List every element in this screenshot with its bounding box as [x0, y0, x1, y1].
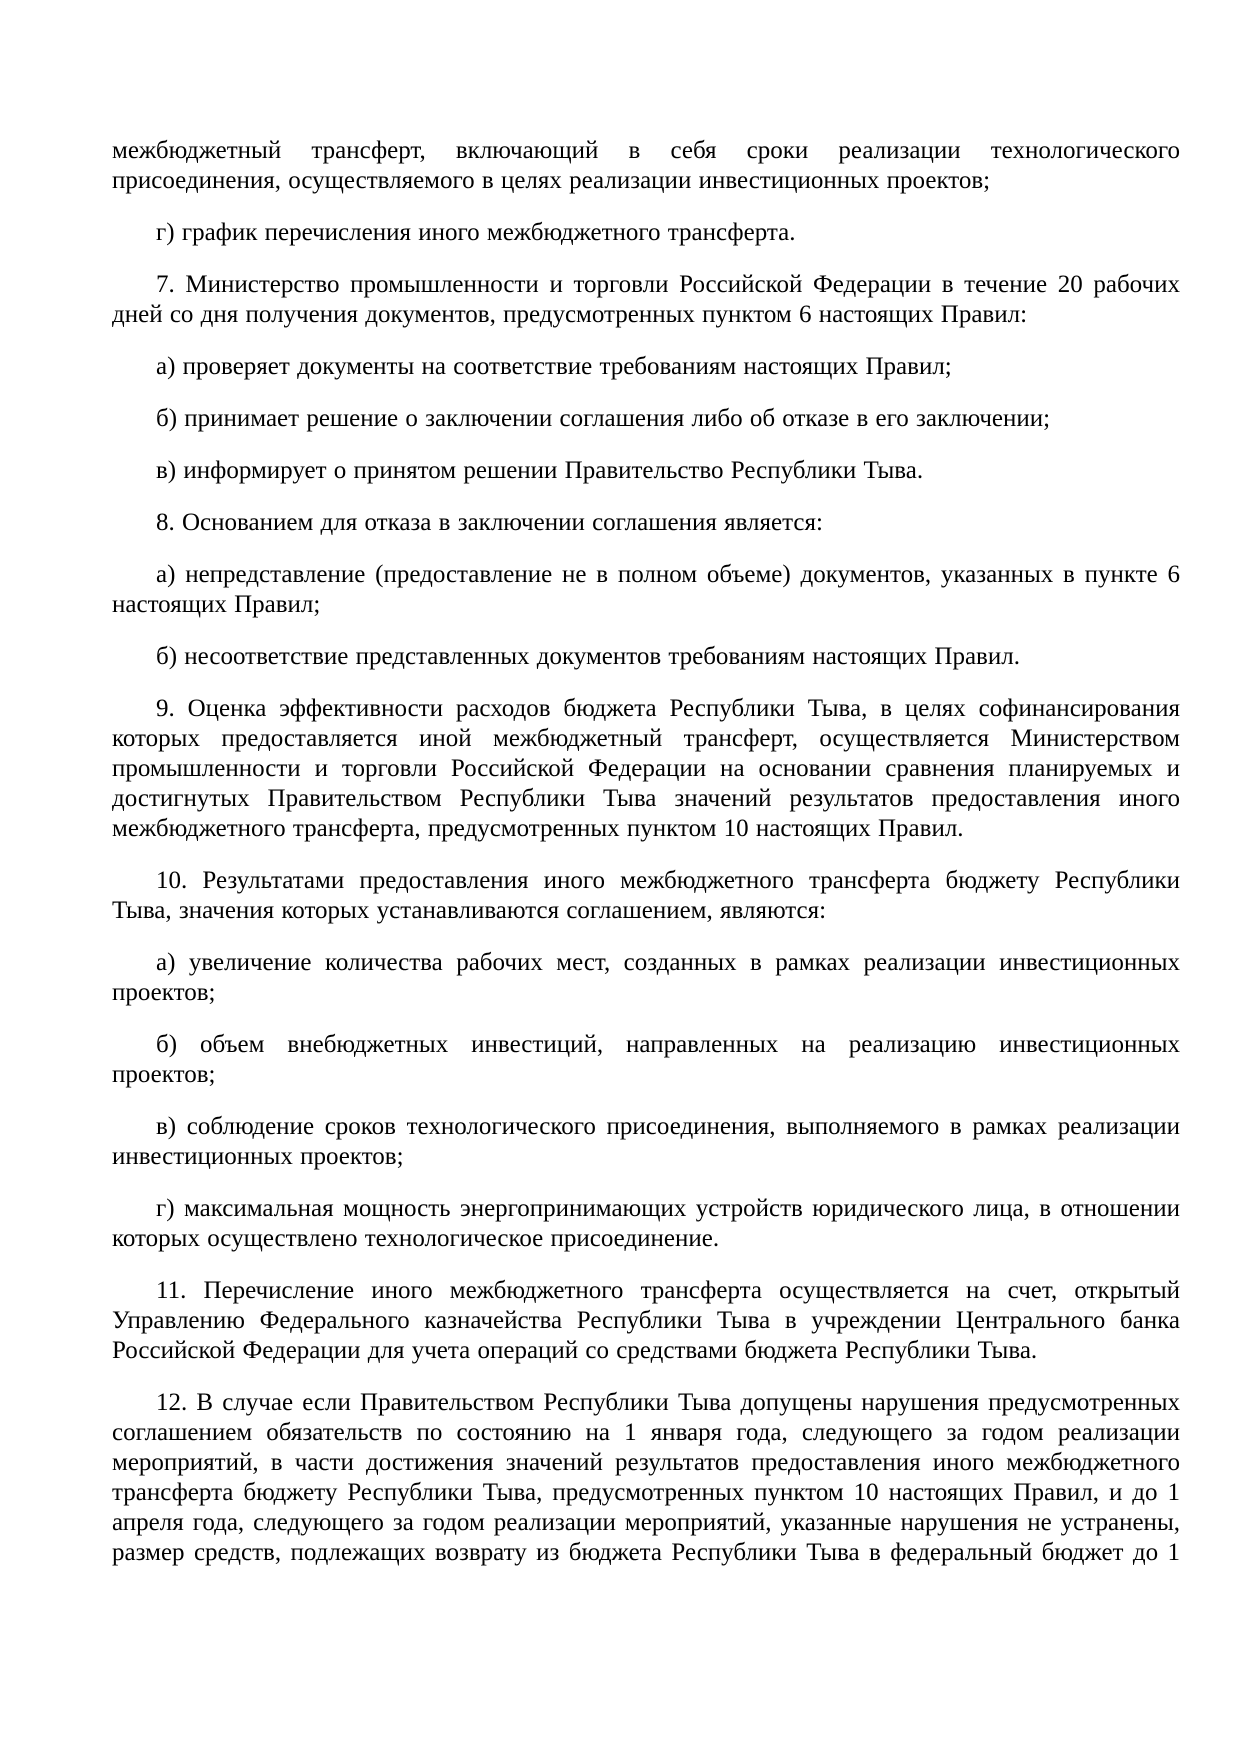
paragraph-point-7-subclause-a: а) проверяет документы на соответствие требованиям настоящих Правил; [156, 353, 952, 380]
paragraph-point-8: 8. Основанием для отказа в заключении соглашения является: [156, 509, 823, 536]
paragraph-point-10-subclause-b: б) объем внебюджетных инвестиций, направленных на реализацию инвестиционных проектов; [112, 1031, 1180, 1088]
paragraph-point-7-subclause-v: в) информирует о принятом решении Правительство Республики Тыва. [156, 457, 924, 484]
paragraph-point-9: 9. Оценка эффективности расходов бюджета Республики Тыва, в целях софинансирования которых предоставляется иной межбюджетный трансферт, осуществляется Министерством промышленности и торговли Российской Федерации на основании сравнения планируемых и достигнутых Правительством Республики Тыва значений результатов предоставления иного межбюджетного трансферта, предусмотренных пунктом 10 настоящих Правил. [112, 695, 1180, 842]
paragraph-point-7-subclause-b: б) принимает решение о заключении соглашения либо об отказе в его заключении; [156, 405, 1051, 432]
paragraph-point-10-subclause-g: г) максимальная мощность энергопринимающих устройств юридического лица, в отношении которых осуществлено технологическое присоединение. [112, 1195, 1180, 1252]
paragraph-point-10-subclause-v: в) соблюдение сроков технологического присоединения, выполняемого в рамках реализации инвестиционных проектов; [112, 1113, 1180, 1170]
paragraph-point-10: 10. Результатами предоставления иного межбюджетного трансферта бюджету Республики Тыва, значения которых устанавливаются соглашением, являются: [112, 867, 1180, 924]
paragraph-point-10-subclause-a: а) увеличение количества рабочих мест, созданных в рамках реализации инвестиционных проектов; [112, 949, 1180, 1006]
paragraph-point-8-subclause-b: б) несоответствие представленных документов требованиям настоящих Правил. [156, 643, 1020, 670]
paragraph-point-11: 11. Перечисление иного межбюджетного трансферта осуществляется на счет, открытый Управлению Федерального казначейства Республики Тыва в учреждении Центрального банка Российской Федерации для учета операций со средствами бюджета Республики Тыва. [112, 1277, 1180, 1364]
paragraph-continuation-from-previous-page: межбюджетный трансферт, включающий в себя сроки реализации технологического присоединения, осуществляемого в целях реализации инвестиционных проектов; [112, 137, 1180, 194]
paragraph-clause-g: г) график перечисления иного межбюджетного трансферта. [156, 219, 796, 246]
paragraph-point-8-subclause-a: а) непредставление (предоставление не в полном объеме) документов, указанных в пункте 6 настоящих Правил; [112, 561, 1180, 618]
paragraph-point-12-continues-next-page: 12. В случае если Правительством Республики Тыва допущены нарушения предусмотренных соглашением обязательств по состоянию на 1 января года, следующего за годом реализации мероприятий, в части достижения значений результатов предоставления иного межбюджетного трансферта бюджету Республики Тыва, предусмотренных пунктом 10 настоящих Правил, и до 1 апреля года, следующего за годом реализации мероприятий, указанные нарушения не устранены, размер средств, подлежащих возврату из бюджета Республики Тыва в федеральный бюджет до 1 [112, 1389, 1180, 1566]
paragraph-point-7: 7. Министерство промышленности и торговли Российской Федерации в течение 20 рабочих дней со дня получения документов, предусмотренных пунктом 6 настоящих Правил: [112, 271, 1180, 328]
